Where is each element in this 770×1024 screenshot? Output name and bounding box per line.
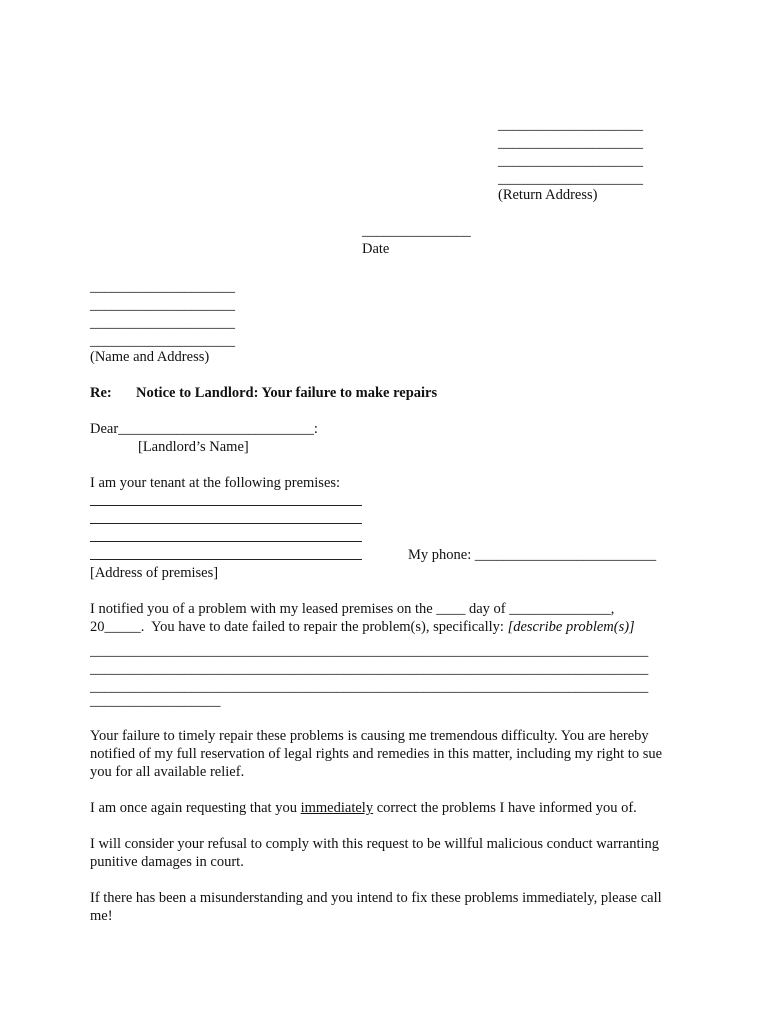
paragraph-willful-conduct: I will consider your refusal to comply with this request to be willful malicious conduct warranting punitive damages in court. bbox=[90, 836, 659, 870]
date-line: _______________ bbox=[362, 223, 471, 239]
paragraph-misunderstanding: If there has been a misunderstanding and you intend to fix these problems immediately, please call me! bbox=[90, 890, 662, 924]
paragraph-request-end: correct the problems I have informed you of. bbox=[373, 800, 637, 816]
salutation-colon: : bbox=[313, 421, 318, 437]
phone-field bbox=[408, 546, 656, 564]
notice-line-1-text: I notified you of a problem with my leased premises on the bbox=[90, 601, 437, 617]
premises-intro: I am your tenant at the following premises: bbox=[90, 475, 341, 491]
salutation-blank: ___________________________ bbox=[118, 421, 314, 437]
landlord-name-label: [Landlord’s Name] bbox=[138, 439, 249, 455]
premises-address-line-3 bbox=[90, 541, 362, 542]
return-address-label: (Return Address) bbox=[498, 187, 598, 203]
describe-problems-placeholder: [describe problem(s)] bbox=[507, 619, 635, 635]
notice-day-word: day of bbox=[465, 601, 510, 617]
recipient-label: (Name and Address) bbox=[90, 349, 210, 365]
re-subject: Notice to Landlord: Your failure to make repairs bbox=[136, 385, 438, 401]
notice-line-2 bbox=[90, 618, 635, 636]
problem-blank-line-3: _____________________________________________________________________________ bbox=[90, 679, 649, 695]
salutation bbox=[90, 420, 318, 438]
paragraph-request-start: I am once again requesting that you bbox=[90, 800, 301, 816]
notice-day-blank: ____ bbox=[436, 601, 466, 617]
return-address-line-3: ____________________ bbox=[498, 153, 643, 169]
salutation-dear: Dear bbox=[90, 421, 119, 437]
recipient-line-4: ____________________ bbox=[90, 333, 235, 349]
notice-year: 20 bbox=[90, 619, 105, 635]
premises-address-line-4 bbox=[90, 559, 362, 560]
paragraph-request-emphasis: immediately bbox=[300, 800, 374, 816]
notice-line-2-text: . You have to date failed to repair the problem(s), specifically: bbox=[140, 619, 508, 635]
recipient-line-2: ____________________ bbox=[90, 297, 235, 313]
premises-address-line-2 bbox=[90, 523, 362, 524]
paragraph-difficulty: Your failure to timely repair these problems is causing me tremendous difficulty. You are hereby notified of my full reservation of legal rights and remedies in this matter, including my right to sue you for all available relief. bbox=[90, 728, 663, 780]
premises-address-line-1 bbox=[90, 505, 362, 506]
notice-year-blank: _____ bbox=[104, 619, 141, 635]
phone-label: My phone: bbox=[408, 547, 475, 563]
problem-blank-line-4: __________________ bbox=[90, 693, 221, 709]
return-address-line-4: ____________________ bbox=[498, 171, 643, 187]
problem-blank-line-2: _____________________________________________________________________________ bbox=[90, 661, 649, 677]
phone-blank: _________________________ bbox=[474, 547, 657, 563]
recipient-line-1: ____________________ bbox=[90, 279, 235, 295]
return-address-line-2: ____________________ bbox=[498, 135, 643, 151]
notice-line-1 bbox=[90, 600, 614, 618]
recipient-line-3: ____________________ bbox=[90, 315, 235, 331]
date-label: Date bbox=[362, 241, 390, 257]
problem-blank-line-1: _____________________________________________________________________________ bbox=[90, 643, 649, 659]
re-prefix: Re: bbox=[90, 385, 112, 401]
notice-month-blank: ______________, bbox=[509, 601, 615, 617]
paragraph-request bbox=[90, 799, 680, 817]
premises-label: [Address of premises] bbox=[90, 565, 219, 581]
return-address-line-1: ____________________ bbox=[498, 117, 643, 133]
